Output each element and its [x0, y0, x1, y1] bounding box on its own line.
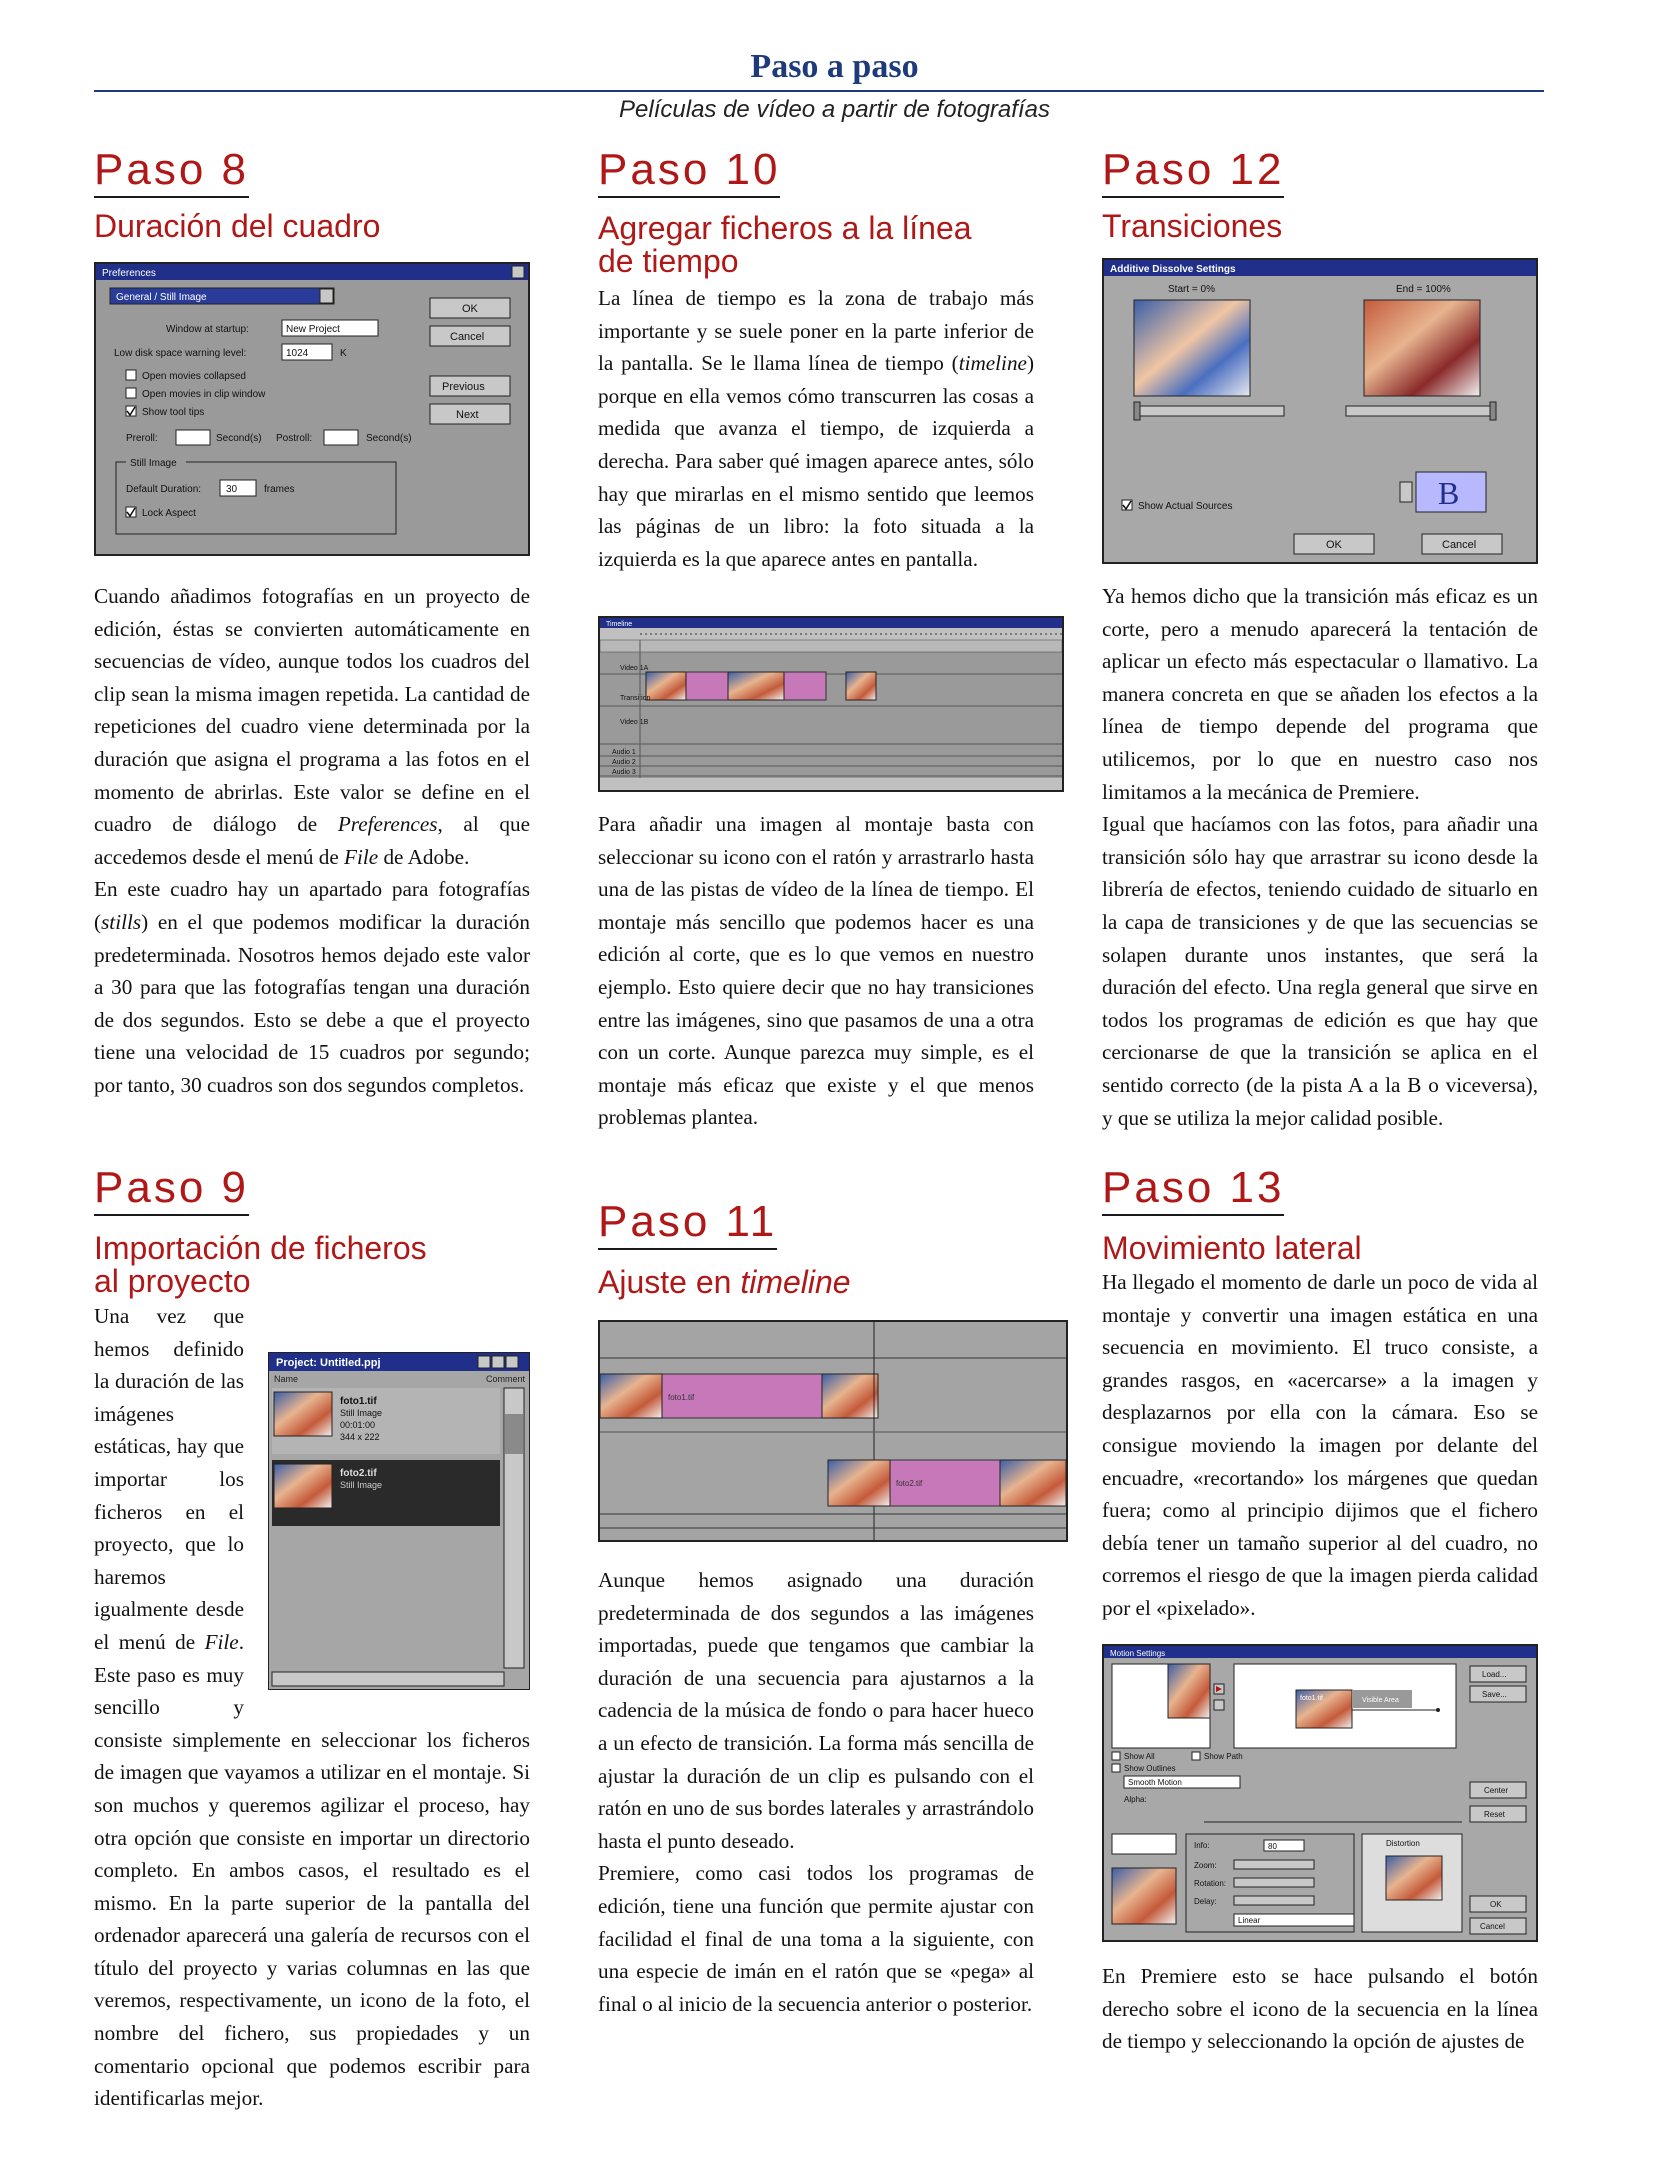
- motion-save: Save...: [1482, 1690, 1507, 1699]
- prefs-lock: Lock Aspect: [142, 508, 196, 519]
- running-header-subtitle: Películas de vídeo a partir de fotografías: [619, 96, 1050, 123]
- dissolve-start: Start = 0%: [1168, 284, 1215, 295]
- timeline-track3: Video 1B: [620, 719, 649, 726]
- dissolve-cancel: Cancel: [1442, 539, 1477, 551]
- timeline-track2: Transition: [620, 695, 651, 702]
- prefs-chk1: Open movies collapsed: [142, 371, 246, 382]
- motion-ok: OK: [1490, 1900, 1502, 1909]
- prefs-disk-unit: K: [340, 348, 347, 359]
- project-file1: foto1.tif: [340, 1396, 377, 1407]
- ajuste-clip1-label: foto1.tif: [668, 1393, 695, 1402]
- motion-path-label: Visible Area: [1362, 1697, 1399, 1704]
- motion-rotation: Rotation:: [1194, 1879, 1227, 1888]
- timeline-title: Timeline: [606, 621, 633, 628]
- project-title: Project: Untitled.ppj: [276, 1357, 381, 1369]
- project-file2: foto2.tif: [340, 1468, 377, 1479]
- paso-8-subheading: Duración del cuadro: [94, 208, 381, 244]
- timeline-track1: Video 1A: [620, 665, 649, 672]
- paso-9-body: Project: Untitled.ppj Name Comment foto1.tif Still Image 00:01:00 344 x 222 foto2.tif Still Image Una vez que hemos definido la duración de las imágenes estáticas, hay que importar los ficheros en el proyecto, que lo haremos igualmente desde el menú de File. Este paso es muy sencillo y consiste simplemente en seleccionar los ficheros de imagen que vayamos a utilizar en el montaje. Si son muchos y queremos agilizar el proceso, hay otra opción que consiste en importar un directorio completo. En ambos casos, el resultado es el mismo. En la parte superior de la pantalla del ordenador aparecerá una galería de recursos con el título del proyecto y varias columnas en las que veremos, respectivamente, un icono de la foto, el nombre del fichero, sus propiedades y un comentario opcional que podemos escribir para identificarlas mejor.: [94, 1304, 530, 2111]
- motion-delay: Delay:: [1194, 1897, 1217, 1906]
- paso-13-body-2: En Premiere esto se hace pulsando el botón derecho sobre el icono de la secuencia en la línea de tiempo y seleccionando la opción de ajustes de: [1102, 1964, 1538, 2054]
- dissolve-end: End = 100%: [1396, 284, 1451, 295]
- dissolve-title: Additive Dissolve Settings: [1110, 264, 1236, 275]
- paso-10-subheading: Agregar ficheros a la línea de tiempo: [598, 210, 972, 279]
- prefs-next: Next: [456, 409, 479, 421]
- dissolve-settings-screenshot: [1102, 258, 1538, 564]
- prefs-previous: Previous: [442, 381, 485, 393]
- motion-clip-label: foto1.tif: [1300, 1695, 1323, 1702]
- dissolve-ok: OK: [1326, 539, 1342, 551]
- motion-title: Motion Settings: [1110, 1649, 1166, 1658]
- prefs-dropdown: General / Still Image: [116, 292, 207, 303]
- prefs-disk-label: Low disk space warning level:: [114, 348, 247, 359]
- motion-settings-screenshot: [1102, 1644, 1538, 1942]
- paso-11-heading: Paso 11: [598, 1200, 777, 1250]
- motion-show-path: Show Path: [1204, 1752, 1243, 1761]
- paso-11-subheading: Ajuste en timeline: [598, 1264, 851, 1300]
- paso-10-body-2: Para añadir una imagen al montaje basta con seleccionar su icono con el ratón y arrastrarlo hasta una de las pistas de vídeo de la línea de tiempo. El montaje más sencillo que podemos hacer es una edición al corte, que es lo que vemos en nuestro ejemplo. Esto quiere decir que no hay transiciones entre las imágenes, sino que pasamos de una a otra con un corte. Aunque parezca muy simple, es el montaje más eficaz que existe y el que menos problemas plantea.: [598, 812, 1034, 1130]
- paso-12-body: Ya hemos dicho que la transición más eficaz es un corte, pero a menudo aparecerá la tentación de aplicar un efecto más espectacular o llamativo. La manera concreta en que se añaden los efectos a la línea de tiempo depende del programa que utilicemos, por lo que en nuestro caso nos limitamos a la mecánica de Premiere. Igual que hacíamos con las fotos, para añadir una transición sólo hay que arrastrar su icono desde la librería de efectos, teniendo cuidado de situarlo en la capa de transiciones y de que las secuencias se solapen durante unos instantes, que será la duración del efecto. Una regla general que sirve en todos los programas de edición es que hay que cercionarse de que la transición se aplica en el sentido correcto (de la pista A a la B o viceversa), y que se utiliza la mejor calidad posible.: [1102, 584, 1538, 1130]
- prefs-seconds-2: Second(s): [366, 433, 412, 444]
- prefs-chk2: Open movies in clip window: [142, 389, 266, 400]
- motion-alpha: Alpha:: [1124, 1795, 1147, 1804]
- preferences-dialog-screenshot: [94, 262, 530, 556]
- project-file1-size: 344 x 222: [340, 1432, 380, 1442]
- paso-8-body: Cuando añadimos fotografías en un proyecto de edición, éstas se convierten automáticamente en secuencias de vídeo, aunque todos los cuadros del clip sean la misma imagen repetida. La cantidad de repeticiones del cuadro viene determinada por la duración que asigna el programa a las fotos en el momento de abrirlas. Este valor se define en el cuadro de diálogo de Preferences, al que accedemos desde el menú de File de Adobe. En este cuadro hay un apartado para fotografías (stills) en el que podemos modificar la duración predeterminada. Nosotros hemos dejado este valor a 30 para que las fotografías tengan una duración de dos segundos. Esto se debe a que el proyecto tiene una velocidad de 15 cuadros por segundo; por tanto, 30 cuadros son dos segundos completos.: [94, 584, 530, 1097]
- timeline-track5: Audio 2: [612, 759, 636, 766]
- project-col-comment: Comment: [486, 1374, 526, 1384]
- motion-info: Info:: [1194, 1841, 1210, 1850]
- prefs-seconds-1: Second(s): [216, 433, 262, 444]
- prefs-ok: OK: [462, 303, 478, 315]
- ajuste-timeline-screenshot: [598, 1320, 1068, 1542]
- prefs-preroll: Preroll:: [126, 433, 158, 444]
- motion-info-value: 80: [1268, 1842, 1277, 1851]
- motion-center: Center: [1484, 1786, 1509, 1795]
- project-file1-dur: 00:01:00: [340, 1420, 376, 1430]
- project-window-screenshot: [268, 1352, 530, 1690]
- motion-linear: Linear: [1238, 1916, 1261, 1925]
- paso-13-heading: Paso 13: [1102, 1166, 1284, 1216]
- running-header-title: Paso a paso: [750, 48, 919, 85]
- prefs-window-value: New Project: [286, 324, 340, 335]
- paso-8-heading: Paso 8: [94, 148, 249, 198]
- prefs-disk-value: 1024: [286, 348, 309, 359]
- prefs-group: Still Image: [130, 458, 177, 469]
- paso-11-body: Aunque hemos asignado una duración predeterminada de dos segundos a las imágenes importadas, puede que tengamos que cambiar la duración de una secuencia para ajustarnos a la cadencia de la música de fondo o para hacer hueco a un efecto de transición. La forma más sencilla de ajustar la duración de un clip es pulsando con el ratón en uno de sus bordes laterales y arrastrándolo hasta el punto deseado. Premiere, como casi todos los programas de edición, tiene una función que permite ajustar con facilidad el final de una toma a la siguiente, con una especie de imán en el ratón que se «pega» al final o al inicio de la secuencia anterior o posterior.: [598, 1568, 1034, 2016]
- prefs-title: Preferences: [102, 268, 156, 279]
- header-rule: [94, 90, 1544, 92]
- paso-9-heading: Paso 9: [94, 1166, 249, 1216]
- paso-10-body-1: La línea de tiempo es la zona de trabajo más importante y se suele poner en la parte inferior de la pantalla. Se le llama línea de tiempo (timeline) porque en ella vemos cómo transcurren las cosas a medida que avanza el tiempo, de izquierda a derecha. Para saber qué imagen aparece antes, sólo hay que mirarlas en el mismo sentido que leemos las páginas de un libro: la foto situada a la izquierda es la que aparece antes en pantalla.: [598, 286, 1034, 571]
- prefs-frames: frames: [264, 484, 295, 495]
- motion-reset: Reset: [1484, 1810, 1505, 1819]
- prefs-duration-label: Default Duration:: [126, 484, 202, 495]
- ajuste-clip2-label: foto2.tif: [896, 1479, 923, 1488]
- prefs-postroll: Postroll:: [276, 433, 313, 444]
- paso-12-heading: Paso 12: [1102, 148, 1284, 198]
- prefs-chk3: Show tool tips: [142, 407, 205, 418]
- motion-show-outlines: Show Outlines: [1124, 1764, 1176, 1773]
- paso-13-body-1: Ha llegado el momento de darle un poco de vida al montaje y convertir una imagen estática en una secuencia en movimiento. El truco consiste, a grandes rasgos, en «acercarse» a la imagen y desplazarnos por ella con la cámara. Eso se consigue moviendo la imagen por delante del encuadre, «recortando» los márgenes que quedan fuera; como al principio dijimos que el fichero debía tener un tamaño superior al del cuadro, no corremos el riesgo de que la imagen pierda calidad por el «pixelado».: [1102, 1270, 1538, 1620]
- paso-10-heading: Paso 10: [598, 148, 780, 198]
- timeline-window-screenshot: [598, 616, 1064, 792]
- motion-cancel: Cancel: [1480, 1922, 1505, 1931]
- motion-show-all: Show All: [1124, 1752, 1155, 1761]
- timeline-track4: Audio 1: [612, 749, 636, 756]
- project-file2-type: Still Image: [340, 1480, 383, 1490]
- paso-13-subheading: Movimiento lateral: [1102, 1230, 1362, 1266]
- project-file1-type: Still Image: [340, 1408, 383, 1418]
- prefs-duration-value: 30: [226, 484, 238, 495]
- motion-smooth: Smooth Motion: [1128, 1778, 1182, 1787]
- project-col-name: Name: [274, 1374, 299, 1384]
- paso-9-subheading: Importación de ficheros al proyecto: [94, 1230, 427, 1299]
- prefs-window-label: Window at startup:: [166, 324, 249, 335]
- motion-zoom: Zoom:: [1194, 1861, 1217, 1870]
- motion-distortion: Distortion: [1386, 1839, 1420, 1848]
- motion-load: Load...: [1482, 1670, 1507, 1679]
- dissolve-show: Show Actual Sources: [1138, 501, 1233, 512]
- prefs-cancel: Cancel: [450, 331, 485, 343]
- dissolve-b: B: [1438, 475, 1460, 511]
- timeline-track6: Audio 3: [612, 769, 636, 776]
- paso-12-subheading: Transiciones: [1102, 208, 1283, 244]
